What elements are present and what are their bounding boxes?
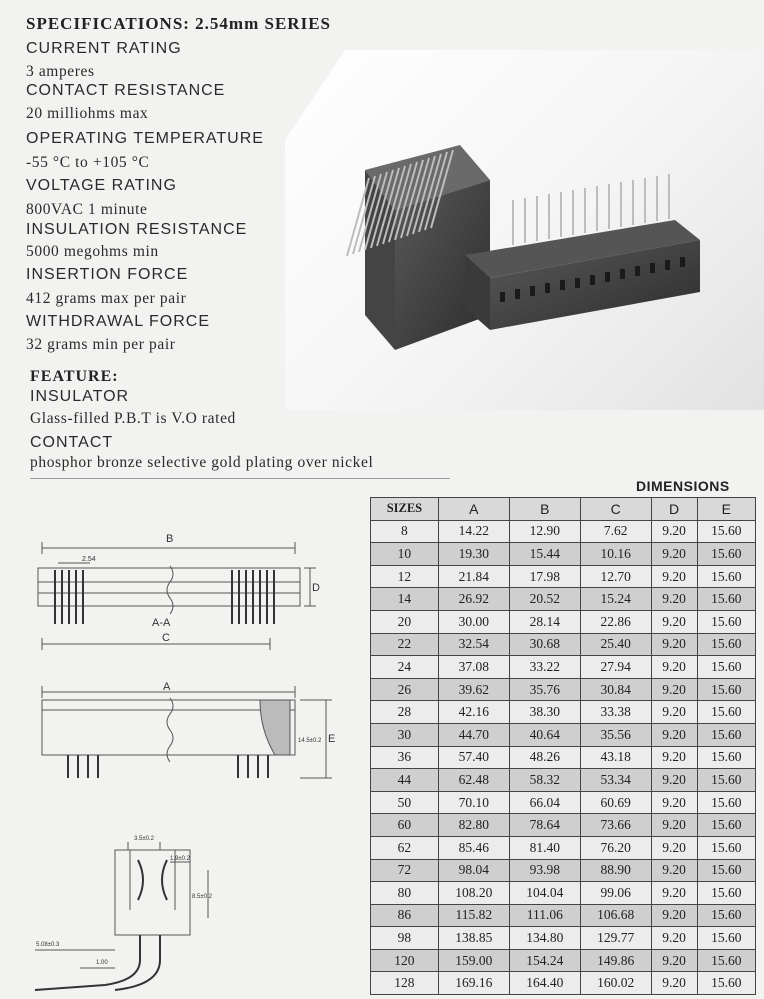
- cell-c: 73.66: [580, 814, 651, 837]
- cell-b: 164.40: [509, 972, 580, 995]
- table-row: [371, 769, 756, 792]
- cell-a: 37.08: [438, 656, 509, 679]
- cell-e: 15.60: [697, 904, 755, 927]
- cell-size: 14: [371, 588, 439, 611]
- spec-label-current-rating: CURRENT RATING: [26, 40, 182, 57]
- cell-c: 30.84: [580, 678, 651, 701]
- cell-b: 30.68: [509, 633, 580, 656]
- spec-value-insertion-force: 412 grams max per pair: [26, 290, 187, 307]
- cell-b: 111.06: [509, 904, 580, 927]
- cell-a: 32.54: [438, 633, 509, 656]
- cell-d: 9.20: [651, 746, 697, 769]
- spec-label-insertion-force: INSERTION FORCE: [26, 266, 189, 283]
- cell-e: 15.60: [697, 859, 755, 882]
- feature-value-contact: phosphor bronze selective gold plating over nickel: [30, 454, 374, 471]
- header-c: C: [580, 498, 651, 521]
- label-b: B: [166, 533, 174, 545]
- cell-c: 35.56: [580, 723, 651, 746]
- cell-d: 9.20: [651, 633, 697, 656]
- cell-b: 104.04: [509, 882, 580, 905]
- cell-b: 12.90: [509, 520, 580, 543]
- cell-b: 81.40: [509, 836, 580, 859]
- spec-value-insulation-resistance: 5000 megohms min: [26, 243, 159, 260]
- cell-size: 50: [371, 791, 439, 814]
- cell-d: 9.20: [651, 814, 697, 837]
- cell-size: 44: [371, 769, 439, 792]
- feature-label-contact: CONTACT: [30, 434, 114, 451]
- cell-b: 15.44: [509, 543, 580, 566]
- cell-d: 9.20: [651, 882, 697, 905]
- cell-size: 28: [371, 701, 439, 724]
- table-row: [371, 543, 756, 566]
- cell-d: 9.20: [651, 565, 697, 588]
- cell-c: 12.70: [580, 565, 651, 588]
- label-d5: 1.00: [96, 960, 108, 966]
- table-row: [371, 972, 756, 995]
- cell-d: 9.20: [651, 791, 697, 814]
- cell-a: 159.00: [438, 949, 509, 972]
- table-row: [371, 791, 756, 814]
- cell-a: 21.84: [438, 565, 509, 588]
- feature-value-insulator: Glass-filled P.B.T is V.O rated: [30, 410, 236, 427]
- cell-d: 9.20: [651, 678, 697, 701]
- cell-size: 30: [371, 723, 439, 746]
- cell-e: 15.60: [697, 949, 755, 972]
- cell-c: 160.02: [580, 972, 651, 995]
- cell-e: 15.60: [697, 882, 755, 905]
- table-row: [371, 904, 756, 927]
- label-c: C: [162, 632, 170, 644]
- label-height: 14.5±0.2: [298, 738, 322, 744]
- cell-a: 169.16: [438, 972, 509, 995]
- dimensions-body: [371, 520, 756, 994]
- cell-size: 128: [371, 972, 439, 995]
- break-mark: [167, 566, 173, 614]
- product-photo: [285, 50, 764, 410]
- cell-d: 9.20: [651, 972, 697, 995]
- table-header-row: [371, 498, 756, 521]
- cell-b: 66.04: [509, 791, 580, 814]
- feature-title: FEATURE:: [30, 368, 119, 385]
- cell-size: 8: [371, 520, 439, 543]
- cell-a: 30.00: [438, 610, 509, 633]
- spec-label-voltage-rating: VOLTAGE RATING: [26, 177, 177, 194]
- cell-a: 14.22: [438, 520, 509, 543]
- cell-e: 15.60: [697, 746, 755, 769]
- table-row: [371, 723, 756, 746]
- section-body: [115, 850, 190, 935]
- cell-b: 58.32: [509, 769, 580, 792]
- cell-size: 60: [371, 814, 439, 837]
- cell-a: 26.92: [438, 588, 509, 611]
- cell-size: 10: [371, 543, 439, 566]
- cell-a: 44.70: [438, 723, 509, 746]
- cell-b: 20.52: [509, 588, 580, 611]
- spec-label-operating-temperature: OPERATING TEMPERATURE: [26, 130, 264, 147]
- connector-illustration: [285, 50, 764, 410]
- cell-e: 15.60: [697, 678, 755, 701]
- cell-size: 98: [371, 927, 439, 950]
- spec-value-withdrawal-force: 32 grams min per pair: [26, 336, 176, 353]
- cell-size: 22: [371, 633, 439, 656]
- cell-c: 88.90: [580, 859, 651, 882]
- cell-e: 15.60: [697, 520, 755, 543]
- cell-c: 43.18: [580, 746, 651, 769]
- cell-d: 9.20: [651, 836, 697, 859]
- cell-a: 19.30: [438, 543, 509, 566]
- cell-size: 36: [371, 746, 439, 769]
- cell-b: 78.64: [509, 814, 580, 837]
- table-row: [371, 927, 756, 950]
- spec-title: SPECIFICATIONS: 2.54mm SERIES: [26, 14, 331, 33]
- cell-a: 57.40: [438, 746, 509, 769]
- cell-e: 15.60: [697, 927, 755, 950]
- cell-c: 15.24: [580, 588, 651, 611]
- table-row: [371, 656, 756, 679]
- cell-d: 9.20: [651, 656, 697, 679]
- table-row: [371, 859, 756, 882]
- table-row: [371, 520, 756, 543]
- spec-value-current-rating: 3 amperes: [26, 63, 95, 80]
- dimensions-table: [370, 497, 756, 995]
- table-row: [371, 633, 756, 656]
- cell-a: 70.10: [438, 791, 509, 814]
- cell-b: 33.22: [509, 656, 580, 679]
- header-e: E: [697, 498, 755, 521]
- cell-d: 9.20: [651, 610, 697, 633]
- cell-a: 98.04: [438, 859, 509, 882]
- cell-size: 86: [371, 904, 439, 927]
- cell-size: 26: [371, 678, 439, 701]
- cell-e: 15.60: [697, 701, 755, 724]
- cell-b: 134.80: [509, 927, 580, 950]
- divider: [30, 478, 450, 479]
- cell-e: 15.60: [697, 769, 755, 792]
- label-d1: 3.5±0.2: [134, 836, 154, 842]
- table-row: [371, 882, 756, 905]
- table-row: [371, 565, 756, 588]
- cell-e: 15.60: [697, 656, 755, 679]
- cell-d: 9.20: [651, 949, 697, 972]
- cell-e: 15.60: [697, 543, 755, 566]
- cell-e: 15.60: [697, 814, 755, 837]
- table-row: [371, 814, 756, 837]
- cell-c: 149.86: [580, 949, 651, 972]
- cell-d: 9.20: [651, 723, 697, 746]
- table-row: [371, 588, 756, 611]
- cell-e: 15.60: [697, 723, 755, 746]
- table-row: [371, 701, 756, 724]
- spec-label-insulation-resistance: INSULATION RESISTANCE: [26, 221, 248, 238]
- header-d: D: [651, 498, 697, 521]
- cell-size: 62: [371, 836, 439, 859]
- cell-c: 53.34: [580, 769, 651, 792]
- cell-e: 15.60: [697, 588, 755, 611]
- spec-value-contact-resistance: 20 milliohms max: [26, 105, 149, 122]
- cell-a: 85.46: [438, 836, 509, 859]
- cell-size: 12: [371, 565, 439, 588]
- cell-a: 42.16: [438, 701, 509, 724]
- cell-size: 20: [371, 610, 439, 633]
- cell-d: 9.20: [651, 769, 697, 792]
- spec-value-voltage-rating: 800VAC 1 minute: [26, 201, 148, 218]
- cell-c: 25.40: [580, 633, 651, 656]
- cell-c: 33.38: [580, 701, 651, 724]
- cell-d: 9.20: [651, 543, 697, 566]
- spec-value-operating-temperature: -55 °C to +105 °C: [26, 154, 150, 171]
- header-a: A: [438, 498, 509, 521]
- spec-label-contact-resistance: CONTACT RESISTANCE: [26, 82, 226, 99]
- feature-label-insulator: INSULATOR: [30, 388, 130, 405]
- cell-e: 15.60: [697, 972, 755, 995]
- cell-d: 9.20: [651, 927, 697, 950]
- cell-b: 28.14: [509, 610, 580, 633]
- break-mark-2: [167, 698, 173, 762]
- cell-size: 120: [371, 949, 439, 972]
- cell-d: 9.20: [651, 520, 697, 543]
- cell-e: 15.60: [697, 836, 755, 859]
- header-sizes: SIZES: [371, 498, 439, 521]
- label-e: E: [328, 733, 336, 745]
- spec-label-withdrawal-force: WITHDRAWAL FORCE: [26, 313, 210, 330]
- table-row: [371, 949, 756, 972]
- cell-e: 15.60: [697, 565, 755, 588]
- cell-c: 7.62: [580, 520, 651, 543]
- table-row: [371, 610, 756, 633]
- cell-c: 106.68: [580, 904, 651, 927]
- cell-b: 154.24: [509, 949, 580, 972]
- cell-b: 35.76: [509, 678, 580, 701]
- cell-c: 99.06: [580, 882, 651, 905]
- cell-size: 72: [371, 859, 439, 882]
- label-d4: 5.08±0.3: [36, 942, 60, 948]
- table-row: [371, 746, 756, 769]
- cell-b: 40.64: [509, 723, 580, 746]
- cell-c: 76.20: [580, 836, 651, 859]
- header-b: B: [509, 498, 580, 521]
- cell-size: 80: [371, 882, 439, 905]
- cell-b: 38.30: [509, 701, 580, 724]
- cell-b: 17.98: [509, 565, 580, 588]
- cell-a: 82.80: [438, 814, 509, 837]
- cell-c: 27.94: [580, 656, 651, 679]
- cell-c: 10.16: [580, 543, 651, 566]
- label-d: D: [312, 582, 320, 594]
- cell-c: 60.69: [580, 791, 651, 814]
- label-d3: 8.5±0.2: [192, 894, 212, 900]
- cell-a: 115.82: [438, 904, 509, 927]
- technical-drawing: [20, 520, 365, 995]
- cell-e: 15.60: [697, 610, 755, 633]
- cell-a: 39.62: [438, 678, 509, 701]
- cell-d: 9.20: [651, 588, 697, 611]
- cell-e: 15.60: [697, 633, 755, 656]
- cell-c: 22.86: [580, 610, 651, 633]
- cell-a: 62.48: [438, 769, 509, 792]
- label-a: A: [163, 681, 171, 693]
- table-row: [371, 836, 756, 859]
- label-d2: 1.9±0.2: [170, 856, 190, 862]
- table-row: [371, 678, 756, 701]
- cell-d: 9.20: [651, 859, 697, 882]
- cell-c: 129.77: [580, 927, 651, 950]
- cell-b: 48.26: [509, 746, 580, 769]
- cell-d: 9.20: [651, 701, 697, 724]
- cell-d: 9.20: [651, 904, 697, 927]
- cell-e: 15.60: [697, 791, 755, 814]
- dimensions-title: DIMENSIONS: [636, 478, 730, 494]
- label-pitch: 2.54: [82, 556, 96, 563]
- cell-a: 108.20: [438, 882, 509, 905]
- cell-a: 138.85: [438, 927, 509, 950]
- cell-size: 24: [371, 656, 439, 679]
- end-section: [260, 700, 290, 755]
- label-section: A-A: [152, 617, 171, 629]
- cell-b: 93.98: [509, 859, 580, 882]
